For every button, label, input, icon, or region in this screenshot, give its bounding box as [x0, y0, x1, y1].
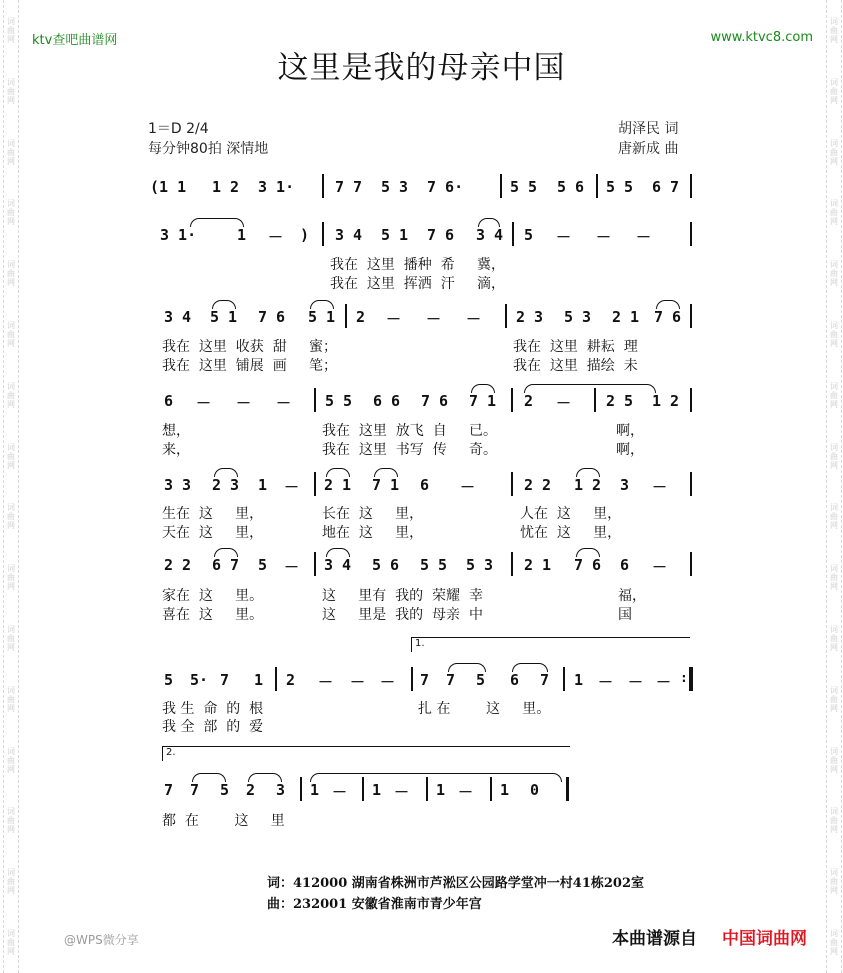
barline	[345, 304, 347, 328]
note-group: －	[350, 673, 366, 691]
note-group: 5	[476, 671, 486, 689]
note-group: 7	[420, 671, 430, 689]
note-group: 2 5	[606, 392, 634, 410]
watermark-text: 词 曲 网	[7, 929, 15, 957]
note-group: 5	[164, 671, 174, 689]
note-group: 2	[524, 392, 534, 410]
watermark-text: 词 曲 网	[830, 746, 838, 774]
watermark-text: 词 曲 网	[7, 503, 15, 531]
lyric-verse-1: 家在 这 里。	[162, 588, 264, 604]
barline	[690, 174, 692, 198]
composer-credit: 唐新成 曲	[618, 141, 679, 157]
song-meta-left	[148, 119, 268, 159]
note-group: 1	[258, 476, 268, 494]
note-group: 3 4	[476, 226, 504, 244]
watermark-text: 词 曲 网	[830, 442, 838, 470]
note-group: －	[386, 310, 402, 328]
score-line-4	[0, 386, 843, 418]
note-group: 5 1	[381, 226, 409, 244]
watermark-text: 词 曲 网	[7, 260, 15, 288]
note-group: 1 2	[574, 476, 602, 494]
lyric-verse-2: 我 全 部 的 爱	[162, 719, 264, 735]
repeat-end-barline	[689, 667, 693, 691]
volta-label: 2.	[166, 747, 176, 758]
note-group: －	[458, 783, 474, 801]
note-group: －	[426, 310, 442, 328]
watermark-text: 词 曲 网	[830, 503, 838, 531]
watermark-text: 词 曲 网	[830, 868, 838, 896]
barline	[490, 777, 492, 801]
note-group: 1 2	[212, 178, 240, 196]
note-group: 1	[500, 781, 510, 799]
barline	[511, 552, 513, 576]
note-group: －	[628, 673, 644, 691]
barline	[511, 388, 513, 412]
note-group: 7	[540, 671, 550, 689]
lyric-verse-2: 喜在 这 里。	[162, 607, 264, 623]
lyric-verse-2: 天在 这 里，	[162, 525, 264, 541]
watermark-text: 词 曲 网	[7, 625, 15, 653]
note-group: 2 3	[212, 476, 240, 494]
note-group: －	[268, 228, 284, 246]
tie-slur	[190, 218, 244, 227]
note-group: －	[636, 228, 652, 246]
note-group: －	[466, 310, 482, 328]
note-group: 7 6	[427, 226, 455, 244]
barline	[594, 388, 596, 412]
watermark-text: 词 曲 网	[7, 138, 15, 166]
note-group: 5 3	[381, 178, 409, 196]
note-group: －	[652, 558, 668, 576]
note-group: 2 2	[164, 556, 192, 574]
lyric-verse-1: 我在 这里 收获 甜 蜜；	[162, 339, 337, 355]
note-group: 2 2	[524, 476, 552, 494]
note-group: 7 1	[372, 476, 400, 494]
watermark-text: 词 曲 网	[7, 199, 15, 227]
watermark-text: 词 曲 网	[7, 320, 15, 348]
song-meta-right	[618, 119, 678, 159]
note-group: －	[284, 558, 300, 576]
note-group: －	[236, 394, 252, 412]
note-group: 5 3	[466, 556, 494, 574]
watermark-text: 词 曲 网	[7, 685, 15, 713]
note-group: 7 6	[574, 556, 602, 574]
watermark-text: 词 曲 网	[830, 260, 838, 288]
watermark-text: 词 曲 网	[830, 685, 838, 713]
note-group: 1	[372, 781, 382, 799]
lyric-verse-2: 国	[618, 607, 632, 623]
lyric-verse-1: 长在 这 里，	[322, 506, 424, 522]
site-logo-left: ktv查吧曲谱网	[32, 33, 118, 48]
watermark-text: 词 曲 网	[7, 16, 15, 44]
watermark-text: 词 曲 网	[7, 746, 15, 774]
barline	[690, 388, 692, 412]
barline	[275, 667, 277, 691]
score-line-8	[0, 775, 843, 807]
note-group: 6	[164, 392, 174, 410]
watermark-text: 词 曲 网	[830, 199, 838, 227]
note-group: 3 4	[164, 308, 192, 326]
note-group: 3 1·	[160, 226, 197, 244]
barline	[426, 777, 428, 801]
lyric-verse-1: 都 在 这 里	[162, 813, 285, 829]
note-group: －	[380, 673, 396, 691]
barline	[314, 472, 316, 496]
watermark-text: 词 曲 网	[830, 625, 838, 653]
watermark-text: 词 曲 网	[7, 807, 15, 835]
source-brand: 中国词曲网	[722, 929, 807, 949]
note-group: 2 1	[524, 556, 552, 574]
note-group: 5·	[190, 671, 209, 689]
note-group: 5 6	[557, 178, 585, 196]
lyric-verse-1: 福，	[618, 588, 646, 604]
lyric-verse-2: 啊，	[616, 442, 644, 458]
note-group: －	[556, 394, 572, 412]
lyricist-address: 词：412000 湖南省株洲市芦淞区公园路学堂冲一村41栋202室	[267, 876, 645, 891]
lyric-verse-2: 忧在 这 里，	[520, 525, 622, 541]
barline	[690, 222, 692, 246]
watermark-text: 词 曲 网	[7, 77, 15, 105]
note-group: 5 5	[420, 556, 448, 574]
watermark-text: 词 曲 网	[830, 807, 838, 835]
note-group: 5	[220, 781, 230, 799]
barline	[690, 472, 692, 496]
lyric-verse-1: 扎 在 这 里。	[418, 701, 551, 717]
barline	[690, 552, 692, 576]
barline	[411, 667, 413, 691]
watermark-text: 词 曲 网	[830, 16, 838, 44]
note-group: 3 4	[324, 556, 352, 574]
wps-share-mark: @WPS微分享	[64, 933, 139, 947]
lyric-verse-2: 来，	[162, 442, 190, 458]
barline	[322, 174, 324, 198]
volta-label: 1.	[415, 638, 425, 649]
barline	[322, 222, 324, 246]
site-url-right: www.ktvc8.com	[710, 30, 813, 45]
lyric-verse-2: 这 里是 我的 母亲 中	[322, 607, 483, 623]
barline	[690, 304, 692, 328]
tempo-marking: 每分钟80拍 深情地	[148, 141, 269, 157]
note-group: 7 6	[654, 308, 682, 326]
song-title: 这里是我的母亲中国	[277, 50, 566, 86]
lyric-verse-1: 我在 这里 放飞 自 已。	[322, 423, 497, 439]
final-barline	[566, 777, 569, 801]
barline	[314, 388, 316, 412]
lyric-verse-1: 我 生 命 的 根	[162, 701, 264, 717]
watermark-text: 词 曲 网	[830, 138, 838, 166]
note-group: －	[318, 673, 334, 691]
note-group: 0	[530, 781, 540, 799]
note-group: 7 6	[421, 392, 449, 410]
lyric-verse-1: 啊，	[616, 423, 644, 439]
note-group: 7	[190, 781, 200, 799]
note-group: －	[284, 478, 300, 496]
note-group: 6	[420, 476, 430, 494]
note-group: 5	[258, 556, 268, 574]
note-group: 5 1	[210, 308, 238, 326]
note-group: 2	[246, 781, 256, 799]
note-group: 5 6	[372, 556, 400, 574]
key-signature: 1＝D 2/4	[148, 121, 209, 137]
note-group: －	[598, 673, 614, 691]
watermark-text: 词 曲 网	[830, 929, 838, 957]
lyric-verse-1: 生在 这 里，	[162, 506, 264, 522]
note-group: 6	[510, 671, 520, 689]
note-group: －	[460, 478, 476, 496]
note-group: 7 6·	[427, 178, 464, 196]
note-group: 7	[446, 671, 456, 689]
barline	[596, 174, 598, 198]
note-group: 5 5	[510, 178, 538, 196]
note-group: 1	[436, 781, 446, 799]
watermark-text: 词 曲 网	[830, 564, 838, 592]
watermark-text: 词 曲 网	[7, 564, 15, 592]
note-group: 3 1·	[258, 178, 295, 196]
barline	[314, 552, 316, 576]
note-group: 1 2	[652, 392, 680, 410]
lyric-verse-1: 我在 这里 耕耘 理	[513, 339, 638, 355]
note-group: 5 3	[564, 308, 592, 326]
lyric-verse-2: 我在 这里 挥洒 汗 滴，	[330, 276, 505, 292]
note-group: 3	[276, 781, 286, 799]
note-group: 5 5	[325, 392, 353, 410]
note-group: 1	[310, 781, 320, 799]
barline	[505, 304, 507, 328]
lyricist-credit: 胡泽民 词	[618, 121, 679, 137]
note-group: －	[276, 394, 292, 412]
note-group: 2	[356, 308, 366, 326]
tie-slur	[524, 384, 656, 393]
note-group: 1	[254, 671, 264, 689]
watermark-text: 词 曲 网	[830, 320, 838, 348]
lyric-verse-2: 我在 这里 书写 传 奇。	[322, 442, 497, 458]
second-ending-bracket	[162, 746, 570, 761]
lyric-verse-1: 想，	[162, 423, 190, 439]
repeat-dots: :	[680, 671, 688, 686]
score-line-6	[0, 550, 843, 582]
score-line-2	[0, 220, 843, 252]
note-group: －	[656, 673, 672, 691]
note-group: 2 3	[516, 308, 544, 326]
note-group: 2 1	[324, 476, 352, 494]
watermark-text: 词 曲 网	[7, 868, 15, 896]
score-line-7	[0, 665, 843, 697]
composer-address: 曲：232001 安徽省淮南市青少年宫	[267, 897, 482, 912]
note-group: 2 1	[612, 308, 640, 326]
note-group: 1	[237, 226, 247, 244]
note-group: －	[556, 228, 572, 246]
barline	[500, 174, 502, 198]
watermark-text: 词 曲 网	[830, 77, 838, 105]
note-group: )	[300, 226, 310, 244]
note-group: 7	[164, 781, 174, 799]
barline	[511, 472, 513, 496]
note-group: 3	[620, 476, 630, 494]
score-line-3	[0, 302, 843, 334]
note-group: －	[394, 783, 410, 801]
note-group: 7	[220, 671, 230, 689]
source-label: 本曲谱源自	[612, 929, 697, 949]
lyric-verse-1: 这 里有 我的 荣耀 幸	[322, 588, 483, 604]
score-line-1	[0, 172, 843, 204]
note-group: (1 1	[150, 178, 187, 196]
note-group: 6 7	[212, 556, 240, 574]
lyric-verse-2: 我在 这里 铺展 画 笔；	[162, 358, 337, 374]
note-group: －	[596, 228, 612, 246]
note-group: 3 4	[335, 226, 363, 244]
barline	[512, 222, 514, 246]
lyric-verse-1: 我在 这里 播种 希 冀，	[330, 257, 505, 273]
note-group: －	[652, 478, 668, 496]
note-group: 6	[620, 556, 630, 574]
note-group: 1	[574, 671, 584, 689]
note-group: 6 7	[652, 178, 680, 196]
watermark-text: 词 曲 网	[830, 381, 838, 409]
note-group: 7 1	[469, 392, 497, 410]
watermark-text: 词 曲 网	[7, 381, 15, 409]
barline	[300, 777, 302, 801]
note-group: 7 6	[258, 308, 286, 326]
first-ending-bracket	[411, 637, 690, 652]
note-group: 3 3	[164, 476, 192, 494]
note-group: 7 7	[335, 178, 363, 196]
note-group: 5 5	[606, 178, 634, 196]
lyric-verse-2: 地在 这 里，	[322, 525, 424, 541]
lyric-verse-2: 我在 这里 描绘 未	[513, 358, 638, 374]
note-group: －	[332, 783, 348, 801]
note-group: 2	[286, 671, 296, 689]
watermark-text: 词 曲 网	[7, 442, 15, 470]
barline	[362, 777, 364, 801]
lyric-verse-1: 人在 这 里，	[520, 506, 622, 522]
barline	[563, 667, 565, 691]
note-group: 5 1	[308, 308, 336, 326]
score-line-5	[0, 470, 843, 502]
note-group: －	[196, 394, 212, 412]
note-group: 6 6	[373, 392, 401, 410]
note-group: 5	[524, 226, 534, 244]
